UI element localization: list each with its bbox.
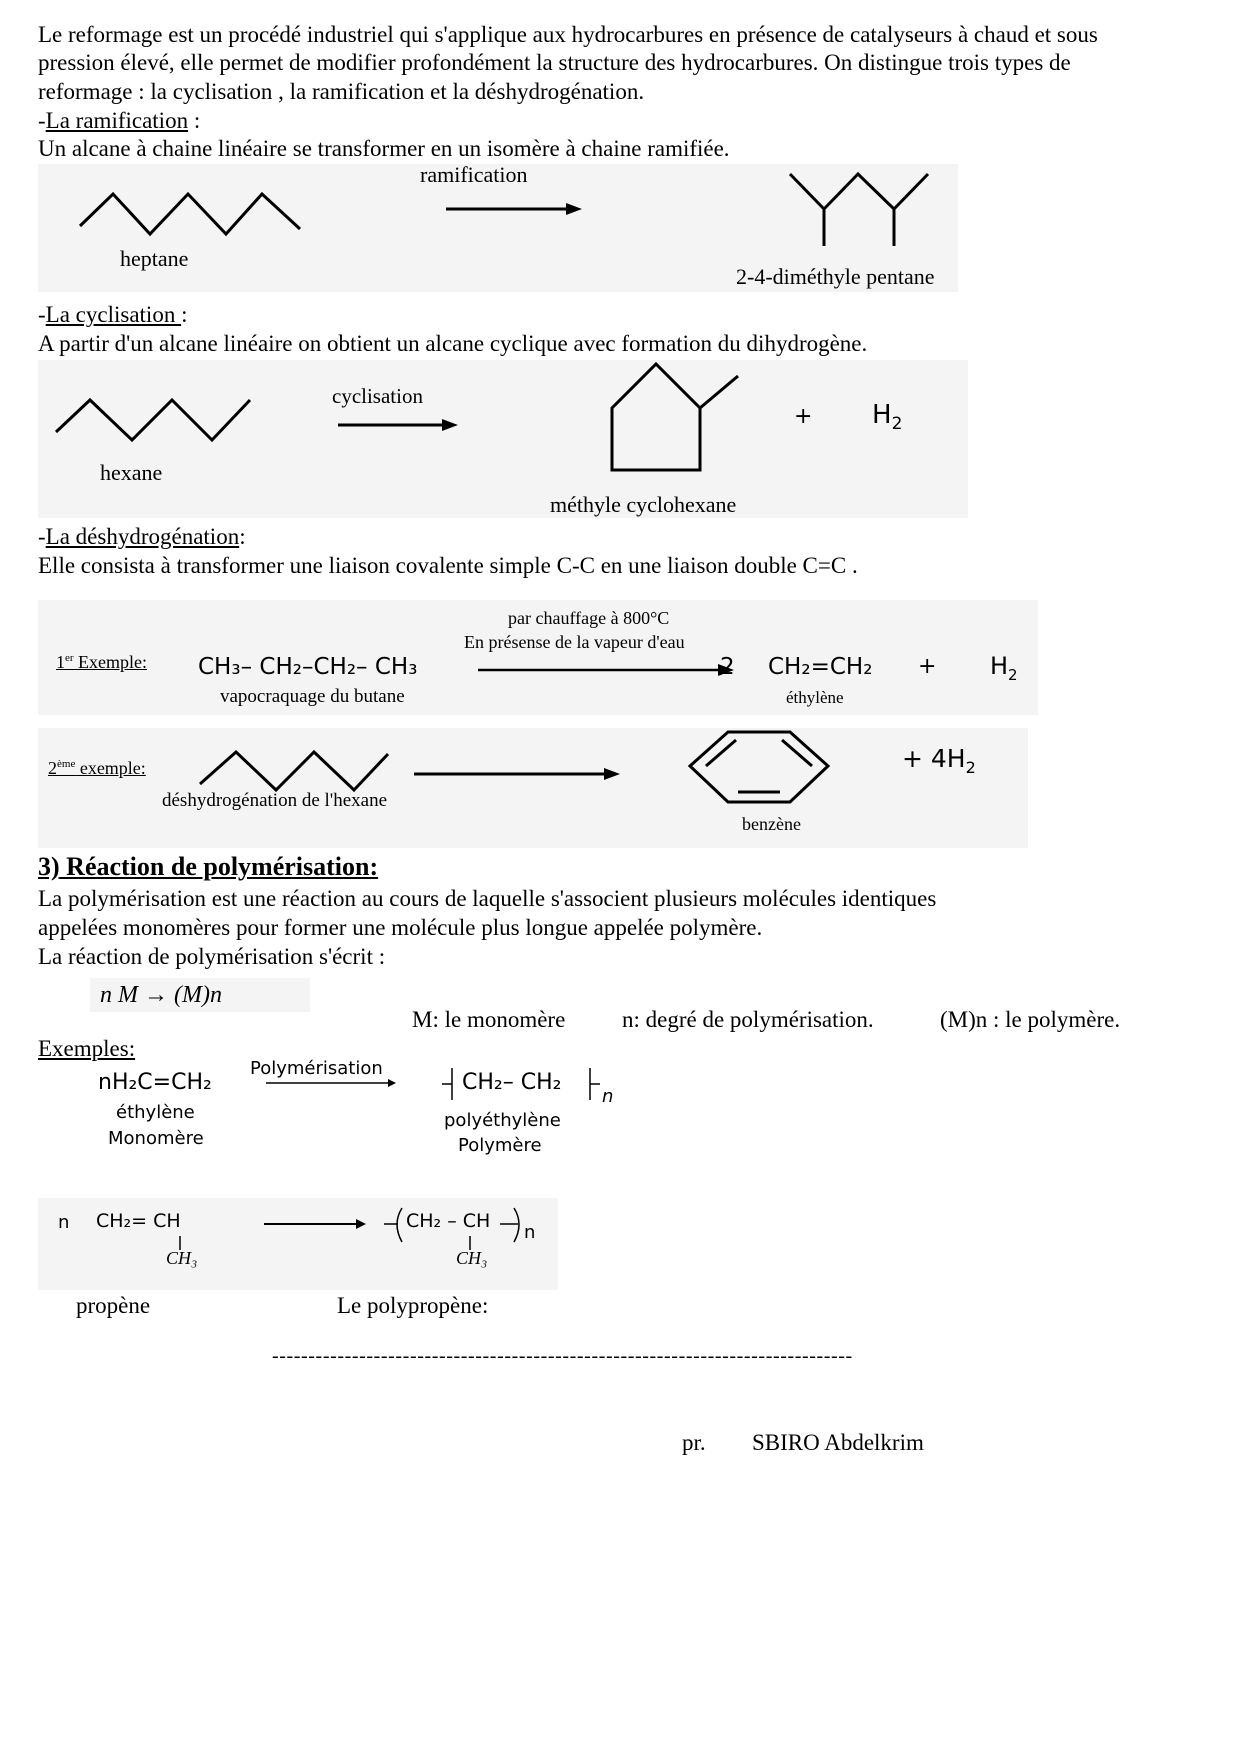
- butane-formula: CH₃– CH₂–CH₂– CH₃: [198, 654, 418, 680]
- polymerisation-arrow-label: Polymérisation: [250, 1058, 383, 1079]
- polymer-example-1: [90, 1058, 630, 1168]
- butane-name: vapocraquage du butane: [220, 686, 405, 707]
- ramification-arrow-label: ramification: [420, 162, 528, 187]
- deshydrogenation-text: Elle consista à transformer une liaison covalente simple C-C en une liaison double C=C .: [38, 553, 858, 578]
- propene-name: propène: [76, 1293, 151, 1318]
- monomer-role: Monomère: [108, 1128, 204, 1149]
- example-1-h2: $H_2$: [990, 652, 1018, 684]
- example-1-plus: +: [918, 654, 937, 679]
- ramification-text: Un alcane à chaine linéaire se transformer en un isomère à chaine ramifiée.: [38, 136, 730, 161]
- ethylene-coefficient: 2: [720, 654, 735, 680]
- legend-monomer: M: le monomère: [412, 1007, 566, 1032]
- polymerisation-p2: appelées monomères pour former une molécule plus longue appelée polymère.: [38, 915, 763, 940]
- dehydro-example-1: [38, 600, 1038, 715]
- heptane-label: heptane: [120, 246, 189, 271]
- polymer-role: Polymère: [458, 1135, 542, 1156]
- dimethylpentane-label: 2-4-diméthyle pentane: [736, 264, 935, 289]
- ethylene-name: éthylène: [786, 688, 844, 707]
- polyethylene-formula: CH₂– CH₂: [462, 1070, 562, 1095]
- hexane-dehydro-name: déshydrogénation de l'hexane: [162, 790, 388, 811]
- condition-heating: par chauffage à 800°C: [508, 608, 670, 628]
- polymerisation-p1: La polymérisation est une réaction au cours de laquelle s'associent plusieurs molécules identiques: [38, 886, 937, 911]
- propene-formula: CH₂= CH: [96, 1210, 181, 1232]
- heptane-skeleton: [80, 194, 300, 234]
- polymerisation-p3: La réaction de polymérisation s'écrit :: [38, 944, 386, 969]
- examples-label: Exemples:: [38, 1036, 136, 1061]
- ethylene-monomer-formula: nH₂C=CH₂: [98, 1070, 212, 1095]
- propene-n: n: [58, 1212, 70, 1233]
- example-2-label: 2ème exemple:: [48, 758, 146, 778]
- deshydrogenation-heading: -La déshydrogénation:: [38, 524, 246, 549]
- polymer-example-2: [38, 1198, 558, 1290]
- intro-line-2: pression élevé, elle permet de modifier profondément la structure des hydrocarbures. On distingue trois types de: [38, 50, 1071, 75]
- cyclisation-text: A partir d'un alcane linéaire on obtient un alcane cyclique avec formation du dihydrogène.: [38, 331, 868, 356]
- methylcyclohexane-label: méthyle cyclohexane: [550, 492, 737, 517]
- signature-prefix: pr.: [682, 1430, 706, 1455]
- polyethylene-n: n: [602, 1086, 614, 1107]
- hexane-skeleton-2: [200, 752, 388, 790]
- cyclisation-h2: $H_2$: [872, 400, 903, 435]
- example-2-h2: + $4H_2$: [902, 744, 976, 777]
- polypropene-name: Le polypropène:: [337, 1293, 489, 1318]
- methylcyclohexane-ring: [612, 364, 700, 470]
- example-1-label: 1er Exemple:: [56, 652, 148, 672]
- signature-name: SBIRO Abdelkrim: [752, 1430, 924, 1455]
- cyclisation-arrow-label: cyclisation: [332, 384, 423, 408]
- intro-line-3: reformage : la cyclisation , la ramification et la déshydrogénation.: [38, 79, 645, 104]
- propene-methyl: CH₃: [166, 1248, 198, 1268]
- dehydro-example-2: [38, 728, 1028, 848]
- condition-steam: En présense de la vapeur d'eau: [464, 632, 685, 652]
- polypropene-formula: CH₂ – CH: [406, 1210, 491, 1232]
- polypropene-bracket-left: [397, 1208, 402, 1242]
- cyclisation-heading: -La cyclisation :: [38, 302, 188, 327]
- intro-line-1: Le reformage est un procédé industriel qui s'applique aux hydrocarbures en présence de catalyseurs à chaud et sous: [38, 22, 1098, 47]
- benzene-name: benzène: [742, 814, 801, 834]
- hexane-skeleton: [56, 400, 250, 440]
- polypropene-methyl: CH₃: [456, 1248, 488, 1268]
- cyclisation-figure: [38, 360, 968, 518]
- ramification-heading: -La ramification :: [38, 108, 201, 133]
- separator-line: --------------------------------------------------------------------------------: [272, 1345, 853, 1367]
- ramification-figure: [38, 164, 958, 292]
- dimethylpentane-skeleton: [790, 174, 928, 209]
- legend-polymer: (M)n : le polymère.: [940, 1007, 1121, 1032]
- polypropene-n: n: [524, 1222, 536, 1243]
- polypropene-bracket-right: [514, 1208, 519, 1242]
- ethylene-formula: CH₂=CH₂: [768, 654, 873, 680]
- ethylene-monomer-name: éthylène: [116, 1102, 195, 1123]
- polymerisation-equation: n M → (M)n: [90, 978, 310, 1012]
- cyclisation-plus: +: [794, 404, 813, 429]
- polyethylene-name: polyéthylène: [444, 1110, 561, 1131]
- hexane-label: hexane: [100, 460, 163, 485]
- polymerisation-heading: 3) Réaction de polymérisation:: [38, 852, 379, 881]
- legend-degree: n: degré de polymérisation.: [622, 1007, 874, 1032]
